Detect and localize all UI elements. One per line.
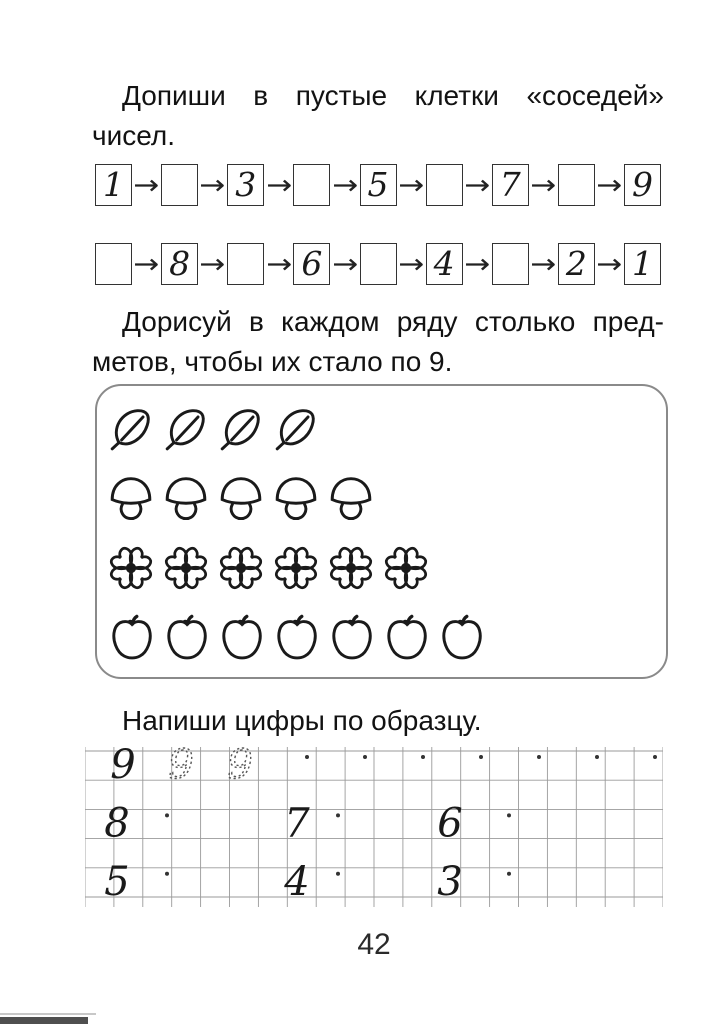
guide-dot [363,755,367,759]
mushroom-icon [218,475,264,521]
arrow-icon: → [398,248,425,280]
arrow-icon: → [398,169,425,201]
number-cell-filled: 5 [360,164,397,206]
number-sequence-row-even [95,243,661,285]
number-cell-empty[interactable] [426,164,463,206]
guide-dot [479,755,483,759]
writing-grid-wrap [85,745,724,914]
arrow-icon: → [530,248,557,280]
flower-icon [163,545,209,591]
apple-icon [163,614,209,660]
arrow-icon: → [199,248,226,280]
example-digit: 5 [104,859,130,905]
arrow-icon: → [133,248,160,280]
guide-dot [421,755,425,759]
guide-dot [653,755,657,759]
task1-instruction [92,76,664,156]
leaf-icon [163,406,209,452]
number-cell-filled: 9 [624,164,661,206]
number-cell-filled: 4 [426,243,463,285]
writing-grid[interactable] [85,745,663,909]
mushroom-icon [108,475,154,521]
leaf-icon [273,406,319,452]
number-cell-empty[interactable] [161,164,198,206]
task3-instruction [92,701,664,741]
number-cell-filled: 7 [492,164,529,206]
arrow-icon: → [596,248,623,280]
example-digit: 7 [284,800,310,847]
number-cell-empty[interactable] [360,243,397,285]
task2-instruction-line1: Дорисуй в каждом ряду столько пред- [122,306,664,337]
apple-icon [218,614,264,660]
number-cell-empty[interactable] [95,243,132,285]
example-digit: 8 [104,800,130,847]
arrow-icon: → [331,248,358,280]
example-digit: 9 [110,745,136,789]
task2-instruction [92,302,664,382]
flower-icon [218,545,264,591]
leaf-icon [108,406,154,452]
arrow-icon: → [265,169,292,201]
number-cell-filled: 1 [95,164,132,206]
number-cell-filled: 1 [624,243,661,285]
number-cell-filled: 8 [161,243,198,285]
number-sequence-row-odd [95,164,661,206]
traced-digit: 9 [227,745,253,789]
task1-instruction-line1: Допиши в пустые клетки «соседей» [122,80,664,111]
guide-dot [165,872,169,876]
number-cell-empty[interactable] [293,164,330,206]
apple-icon [438,614,484,660]
flower-icon [383,545,429,591]
number-cell-filled: 3 [227,164,264,206]
guide-dot [507,872,511,876]
mushroom-icon [163,475,209,521]
guide-dot [507,813,511,817]
guide-dot [165,813,169,817]
mushroom-icon [273,475,319,521]
mushroom-icon [328,475,374,521]
number-cell-empty[interactable] [227,243,264,285]
arrow-icon: → [530,169,557,201]
arrow-icon: → [133,169,160,201]
arrow-icon: → [199,169,226,201]
apple-icon [383,614,429,660]
corner-line [0,1013,96,1015]
leaf-icon [218,406,264,452]
guide-dot [336,813,340,817]
number-cell-empty[interactable] [558,164,595,206]
task2-instruction-line2: метов, чтобы их стало по 9. [92,346,453,377]
number-cell-filled: 6 [293,243,330,285]
arrow-icon: → [464,169,491,201]
example-digit: 3 [437,859,463,905]
apple-row [108,604,660,671]
objects-drawing-frame[interactable] [95,384,668,679]
example-digit: 4 [284,859,310,905]
apple-icon [273,614,319,660]
flower-icon [108,545,154,591]
arrow-icon: → [265,248,292,280]
arrow-icon: → [331,169,358,201]
corner-mark [0,1017,88,1024]
task3-instruction-line1: Напиши цифры по образцу. [122,705,482,736]
number-cell-filled: 2 [558,243,595,285]
traced-digit: 9 [168,745,194,789]
leaf-row [108,395,660,462]
apple-icon [328,614,374,660]
arrow-icon: → [464,248,491,280]
guide-dot [336,872,340,876]
flower-icon [328,545,374,591]
example-digit: 6 [437,800,463,847]
task1-instruction-line2: чисел. [92,120,175,151]
page-number: 42 [357,928,391,961]
flower-row [108,534,660,601]
number-cell-empty[interactable] [492,243,529,285]
guide-dot [305,755,309,759]
mushroom-row [108,465,660,532]
flower-icon [273,545,319,591]
arrow-icon: → [596,169,623,201]
apple-icon [108,614,154,660]
guide-dot [537,755,541,759]
guide-dot [595,755,599,759]
